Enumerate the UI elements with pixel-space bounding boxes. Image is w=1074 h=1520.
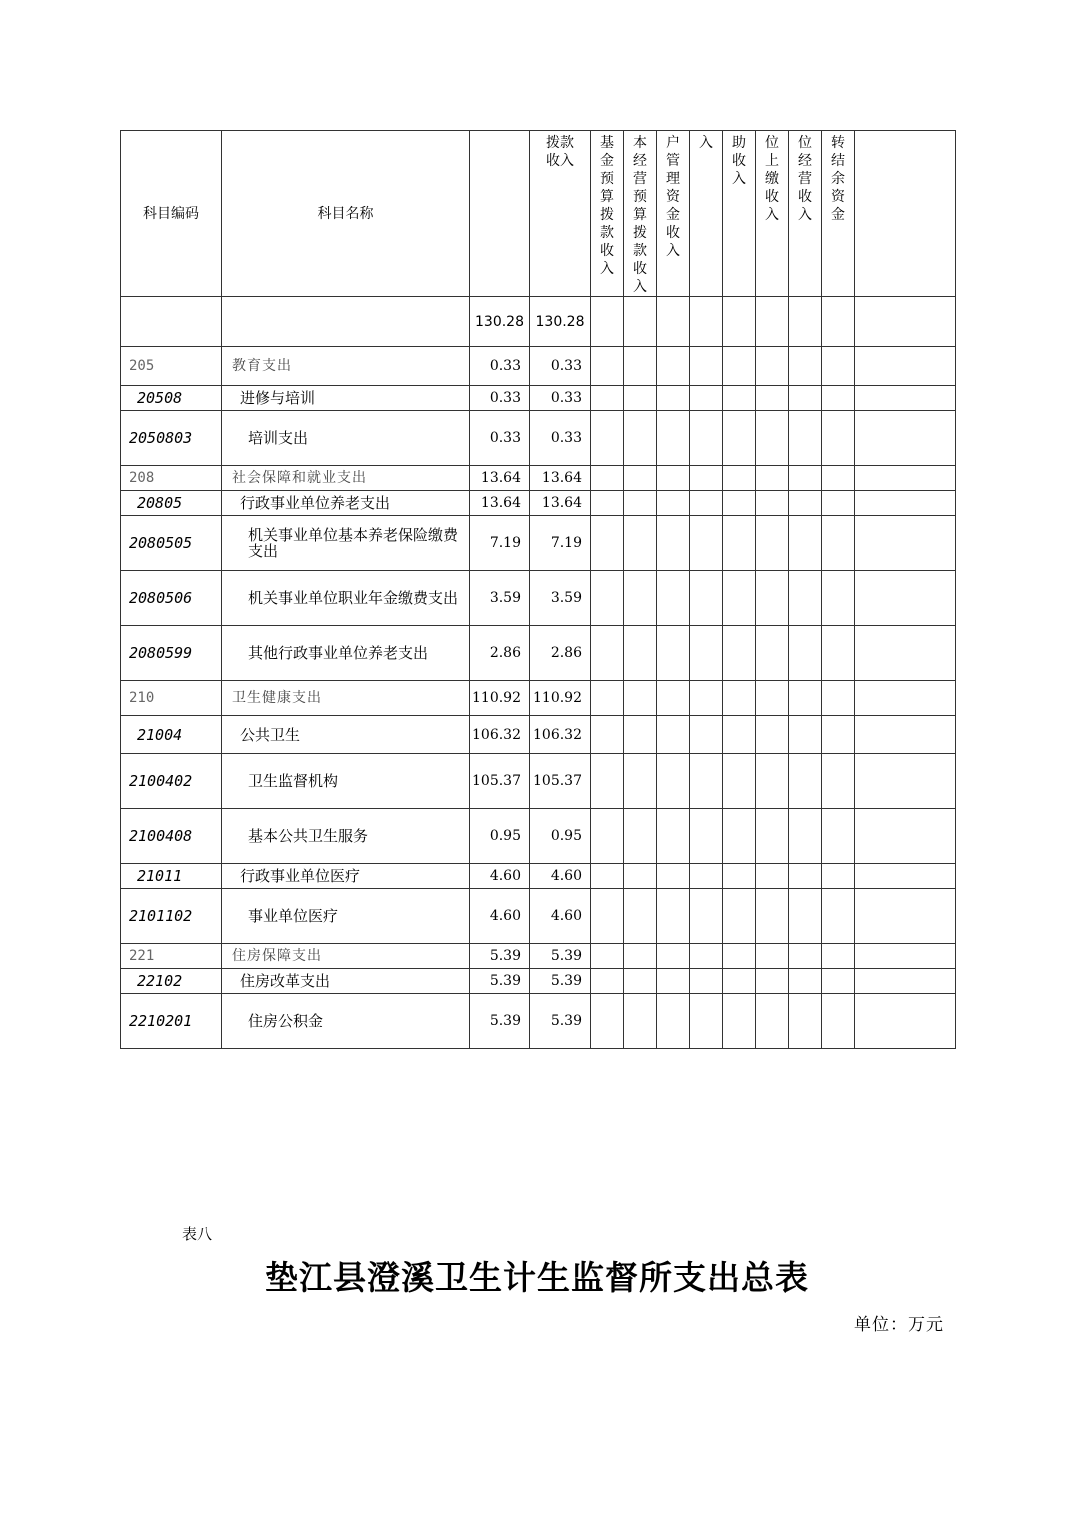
table-row — [121, 386, 956, 411]
row-col4: 106.32 — [530, 716, 591, 754]
table-row — [121, 411, 956, 466]
row-col6 — [624, 994, 657, 1049]
row-name: 进修与培训 — [222, 386, 470, 411]
row-col11 — [789, 809, 822, 864]
row-col6 — [624, 411, 657, 466]
row-col13 — [855, 681, 956, 716]
total-col7 — [657, 297, 690, 347]
row-col3: 13.64 — [470, 491, 530, 516]
row-col4: 0.33 — [530, 386, 591, 411]
row-col8 — [690, 347, 723, 386]
row-col8 — [690, 681, 723, 716]
header-unit-operating — [789, 131, 822, 297]
row-col13 — [855, 809, 956, 864]
row-name: 住房保障支出 — [222, 944, 470, 969]
header-carryover — [822, 131, 855, 297]
table-row — [121, 944, 956, 969]
row-col7 — [657, 754, 690, 809]
header-superior-income-text: 位上缴收入 — [765, 135, 779, 223]
row-name: 机关事业单位基本养老保险缴费支出 — [222, 516, 470, 571]
row-name: 公共卫生 — [222, 716, 470, 754]
row-col3: 0.95 — [470, 809, 530, 864]
row-col12 — [822, 516, 855, 571]
row-col11 — [789, 386, 822, 411]
row-col12 — [822, 491, 855, 516]
row-col9 — [723, 466, 756, 491]
header-name: 科目名称 — [222, 131, 470, 297]
row-name: 社会保障和就业支出 — [222, 466, 470, 491]
row-code: 2210201 — [121, 994, 222, 1049]
row-col7 — [657, 716, 690, 754]
row-col11 — [789, 681, 822, 716]
row-col6 — [624, 969, 657, 994]
row-name: 卫生健康支出 — [222, 681, 470, 716]
row-col6 — [624, 889, 657, 944]
row-col5 — [591, 347, 624, 386]
row-col6 — [624, 864, 657, 889]
header-col13 — [855, 131, 956, 297]
row-code: 2080505 — [121, 516, 222, 571]
row-col8 — [690, 466, 723, 491]
row-col11 — [789, 347, 822, 386]
row-col5 — [591, 626, 624, 681]
row-col4: 0.95 — [530, 809, 591, 864]
row-col4: 5.39 — [530, 944, 591, 969]
row-col7 — [657, 681, 690, 716]
row-col8 — [690, 864, 723, 889]
row-col10 — [756, 969, 789, 994]
header-subsidy-income-text: 助收入 — [732, 135, 746, 187]
row-col4: 13.64 — [530, 491, 591, 516]
row-col5 — [591, 809, 624, 864]
row-code: 221 — [121, 944, 222, 969]
row-col3: 3.59 — [470, 571, 530, 626]
row-col11 — [789, 864, 822, 889]
row-col11 — [789, 411, 822, 466]
row-col7 — [657, 944, 690, 969]
row-col10 — [756, 716, 789, 754]
row-col11 — [789, 889, 822, 944]
row-col4: 110.92 — [530, 681, 591, 716]
row-col9 — [723, 411, 756, 466]
row-col6 — [624, 571, 657, 626]
row-col6 — [624, 754, 657, 809]
row-col7 — [657, 466, 690, 491]
row-col12 — [822, 716, 855, 754]
row-col10 — [756, 571, 789, 626]
row-col10 — [756, 347, 789, 386]
row-name: 住房公积金 — [222, 994, 470, 1049]
row-col3: 13.64 — [470, 466, 530, 491]
row-col10 — [756, 809, 789, 864]
row-name: 其他行政事业单位养老支出 — [222, 626, 470, 681]
row-col8 — [690, 754, 723, 809]
row-col11 — [789, 944, 822, 969]
table-row — [121, 516, 956, 571]
row-col3: 0.33 — [470, 386, 530, 411]
row-col9 — [723, 516, 756, 571]
row-col10 — [756, 681, 789, 716]
row-col8 — [690, 491, 723, 516]
row-col4: 0.33 — [530, 347, 591, 386]
row-col13 — [855, 754, 956, 809]
page-title: 垫江县澄溪卫生计生监督所支出总表 — [265, 1258, 809, 1297]
row-code: 2100402 — [121, 754, 222, 809]
row-name: 事业单位医疗 — [222, 889, 470, 944]
row-col7 — [657, 994, 690, 1049]
table-row — [121, 754, 956, 809]
row-col8 — [690, 994, 723, 1049]
header-subsidy-income — [723, 131, 756, 297]
row-col12 — [822, 944, 855, 969]
header-capital-budget — [624, 131, 657, 297]
row-col13 — [855, 347, 956, 386]
row-col9 — [723, 994, 756, 1049]
row-col5 — [591, 994, 624, 1049]
table-row — [121, 491, 956, 516]
table-row — [121, 889, 956, 944]
row-code: 21004 — [121, 716, 222, 754]
total-code — [121, 297, 222, 347]
row-col3: 5.39 — [470, 994, 530, 1049]
row-col3: 4.60 — [470, 864, 530, 889]
row-col5 — [591, 754, 624, 809]
row-col13 — [855, 491, 956, 516]
header-capital-budget-text: 本经营预算拨款收入 — [633, 135, 647, 295]
row-code: 2100408 — [121, 809, 222, 864]
row-col5 — [591, 681, 624, 716]
row-name: 培训支出 — [222, 411, 470, 466]
row-col9 — [723, 571, 756, 626]
row-col9 — [723, 809, 756, 864]
total-col3: 130.28 — [470, 297, 530, 347]
table-row — [121, 994, 956, 1049]
row-col11 — [789, 516, 822, 571]
total-col10 — [756, 297, 789, 347]
row-col5 — [591, 411, 624, 466]
row-code: 2080599 — [121, 626, 222, 681]
row-col3: 106.32 — [470, 716, 530, 754]
row-col12 — [822, 386, 855, 411]
header-fund-budget-text: 基金预算拨款收入 — [600, 135, 614, 277]
row-code: 2050803 — [121, 411, 222, 466]
row-col9 — [723, 889, 756, 944]
row-name: 卫生监督机构 — [222, 754, 470, 809]
row-col9 — [723, 754, 756, 809]
row-col10 — [756, 864, 789, 889]
row-col9 — [723, 386, 756, 411]
row-col4: 0.33 — [530, 411, 591, 466]
row-col6 — [624, 809, 657, 864]
row-col13 — [855, 626, 956, 681]
row-col5 — [591, 491, 624, 516]
row-code: 22102 — [121, 969, 222, 994]
row-col5 — [591, 716, 624, 754]
row-col5 — [591, 944, 624, 969]
row-col3: 4.60 — [470, 889, 530, 944]
row-col13 — [855, 864, 956, 889]
total-col4: 130.28 — [530, 297, 591, 347]
row-col5 — [591, 571, 624, 626]
row-col12 — [822, 864, 855, 889]
row-col11 — [789, 466, 822, 491]
row-col7 — [657, 969, 690, 994]
row-col3: 105.37 — [470, 754, 530, 809]
row-col3: 0.33 — [470, 347, 530, 386]
row-col8 — [690, 411, 723, 466]
row-col8 — [690, 571, 723, 626]
header-special-account-text: 户管理资金收入 — [666, 135, 680, 259]
row-code: 210 — [121, 681, 222, 716]
row-col4: 105.37 — [530, 754, 591, 809]
row-col11 — [789, 969, 822, 994]
row-col3: 0.33 — [470, 411, 530, 466]
row-col5 — [591, 516, 624, 571]
row-col7 — [657, 491, 690, 516]
row-col8 — [690, 386, 723, 411]
row-col12 — [822, 994, 855, 1049]
row-col4: 4.60 — [530, 864, 591, 889]
table-row — [121, 347, 956, 386]
row-col8 — [690, 626, 723, 681]
row-col7 — [657, 889, 690, 944]
header-superior-income — [756, 131, 789, 297]
row-col10 — [756, 516, 789, 571]
total-col8 — [690, 297, 723, 347]
row-col7 — [657, 347, 690, 386]
total-col13 — [855, 297, 956, 347]
row-col10 — [756, 994, 789, 1049]
row-col12 — [822, 889, 855, 944]
row-col7 — [657, 809, 690, 864]
row-col4: 7.19 — [530, 516, 591, 571]
row-col11 — [789, 491, 822, 516]
row-col6 — [624, 626, 657, 681]
budget-table — [120, 130, 956, 1049]
row-code: 205 — [121, 347, 222, 386]
row-col5 — [591, 969, 624, 994]
row-col8 — [690, 944, 723, 969]
row-col13 — [855, 411, 956, 466]
row-col7 — [657, 386, 690, 411]
header-business-income-text: 入 — [699, 135, 713, 151]
total-col11 — [789, 297, 822, 347]
table-row — [121, 864, 956, 889]
row-col4: 3.59 — [530, 571, 591, 626]
table-row — [121, 716, 956, 754]
row-code: 208 — [121, 466, 222, 491]
row-name: 基本公共卫生服务 — [222, 809, 470, 864]
row-col7 — [657, 571, 690, 626]
header-unit-operating-text: 位经营收入 — [798, 135, 812, 223]
row-code: 20805 — [121, 491, 222, 516]
row-col9 — [723, 969, 756, 994]
table-row — [121, 969, 956, 994]
row-col11 — [789, 571, 822, 626]
total-name — [222, 297, 470, 347]
row-col4: 2.86 — [530, 626, 591, 681]
row-col13 — [855, 386, 956, 411]
row-col10 — [756, 944, 789, 969]
row-code: 21011 — [121, 864, 222, 889]
row-col12 — [822, 466, 855, 491]
row-col4: 13.64 — [530, 466, 591, 491]
row-col10 — [756, 626, 789, 681]
table-row — [121, 466, 956, 491]
row-col13 — [855, 944, 956, 969]
row-col12 — [822, 411, 855, 466]
row-col4: 5.39 — [530, 969, 591, 994]
row-col3: 5.39 — [470, 969, 530, 994]
row-col6 — [624, 944, 657, 969]
row-code: 2101102 — [121, 889, 222, 944]
table-label: 表八 — [182, 1225, 213, 1243]
row-col3: 7.19 — [470, 516, 530, 571]
row-col6 — [624, 516, 657, 571]
row-col6 — [624, 716, 657, 754]
row-col9 — [723, 944, 756, 969]
total-col5 — [591, 297, 624, 347]
row-col9 — [723, 347, 756, 386]
table-row — [121, 571, 956, 626]
row-name: 住房改革支出 — [222, 969, 470, 994]
table-row — [121, 681, 956, 716]
row-col7 — [657, 626, 690, 681]
row-col5 — [591, 864, 624, 889]
row-col9 — [723, 681, 756, 716]
unit-label: 单位：万元 — [854, 1315, 944, 1335]
row-col12 — [822, 347, 855, 386]
row-col4: 5.39 — [530, 994, 591, 1049]
row-col13 — [855, 716, 956, 754]
total-row — [121, 297, 956, 347]
row-col9 — [723, 626, 756, 681]
row-col9 — [723, 716, 756, 754]
total-col9 — [723, 297, 756, 347]
row-col6 — [624, 386, 657, 411]
row-col13 — [855, 516, 956, 571]
row-col12 — [822, 626, 855, 681]
row-name: 机关事业单位职业年金缴费支出 — [222, 571, 470, 626]
row-name: 行政事业单位医疗 — [222, 864, 470, 889]
header-row — [121, 131, 956, 297]
row-col7 — [657, 516, 690, 571]
row-name: 教育支出 — [222, 347, 470, 386]
row-col10 — [756, 754, 789, 809]
row-col10 — [756, 889, 789, 944]
total-col6 — [624, 297, 657, 347]
row-col12 — [822, 571, 855, 626]
header-appropriation-income-text: 拨款收入 — [545, 135, 574, 169]
table-row — [121, 809, 956, 864]
row-col3: 2.86 — [470, 626, 530, 681]
row-col8 — [690, 969, 723, 994]
row-col10 — [756, 386, 789, 411]
header-fund-budget — [591, 131, 624, 297]
row-col10 — [756, 411, 789, 466]
table-row — [121, 626, 956, 681]
row-col13 — [855, 466, 956, 491]
row-col11 — [789, 626, 822, 681]
row-col11 — [789, 716, 822, 754]
header-col3 — [470, 131, 530, 297]
row-col6 — [624, 681, 657, 716]
header-business-income — [690, 131, 723, 297]
row-col3: 5.39 — [470, 944, 530, 969]
row-col13 — [855, 571, 956, 626]
header-special-account — [657, 131, 690, 297]
row-col7 — [657, 864, 690, 889]
row-col8 — [690, 809, 723, 864]
row-code: 2080506 — [121, 571, 222, 626]
row-col5 — [591, 889, 624, 944]
total-col12 — [822, 297, 855, 347]
row-col10 — [756, 466, 789, 491]
row-code: 20508 — [121, 386, 222, 411]
row-col11 — [789, 994, 822, 1049]
row-col12 — [822, 969, 855, 994]
row-col6 — [624, 347, 657, 386]
row-col6 — [624, 466, 657, 491]
row-col8 — [690, 716, 723, 754]
row-col13 — [855, 994, 956, 1049]
row-col8 — [690, 889, 723, 944]
row-col10 — [756, 491, 789, 516]
row-col9 — [723, 491, 756, 516]
row-col13 — [855, 969, 956, 994]
header-appropriation-income — [530, 131, 591, 297]
row-col12 — [822, 681, 855, 716]
header-carryover-text: 转结余资金 — [831, 135, 845, 223]
row-col4: 4.60 — [530, 889, 591, 944]
row-col13 — [855, 889, 956, 944]
header-code: 科目编码 — [121, 131, 222, 297]
row-col12 — [822, 809, 855, 864]
row-col9 — [723, 864, 756, 889]
row-col5 — [591, 466, 624, 491]
row-col11 — [789, 754, 822, 809]
row-col5 — [591, 386, 624, 411]
row-col6 — [624, 491, 657, 516]
row-name: 行政事业单位养老支出 — [222, 491, 470, 516]
row-col8 — [690, 516, 723, 571]
row-col7 — [657, 411, 690, 466]
row-col12 — [822, 754, 855, 809]
row-col3: 110.92 — [470, 681, 530, 716]
